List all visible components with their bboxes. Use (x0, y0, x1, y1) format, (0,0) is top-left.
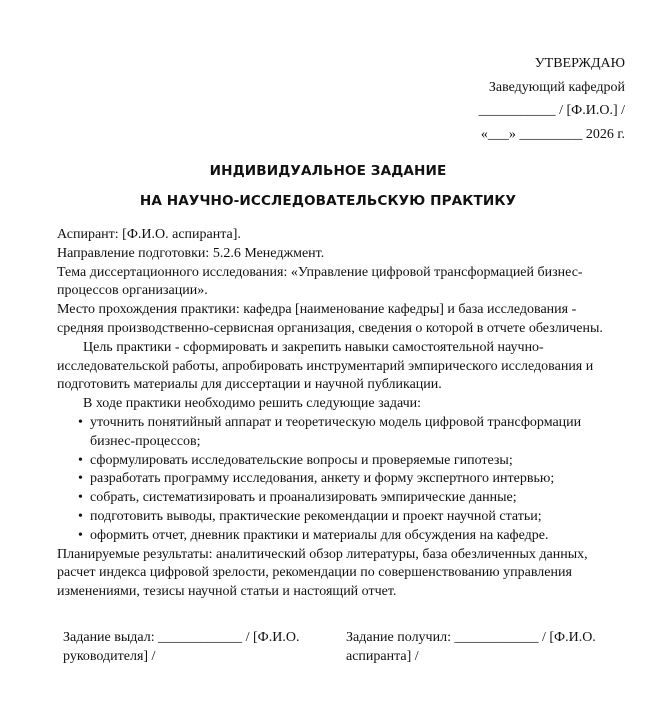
bullet-icon: • (78, 414, 83, 430)
place-paragraph: Место прохождения практики: кафедра [наименование кафедры] и база исследования - средняя производственно-сервисная организация, сведения о которой в отчете обезличены. (57, 302, 603, 336)
task-list (57, 414, 617, 546)
task-text: сформулировать исследовательские вопросы и проверяемые гипотезы; (90, 452, 513, 468)
approval-signature-line: ___________ / [Ф.И.О.] / (478, 103, 625, 119)
tasks-intro: В ходе практики необходимо решить следующие задачи: (83, 396, 422, 412)
task-text: собрать, систематизировать и проанализировать эмпирические данные; (90, 490, 517, 506)
results-paragraph: Планируемые результаты: аналитический обзор литературы, база обезличенных данных, расчет индекса цифровой зрелости, рекомендации по совершенствованию управления изменениями, тезисы научной статьи и настоящий отчет. (57, 546, 588, 600)
list-item (57, 414, 617, 452)
list-item (57, 508, 617, 527)
list-item (57, 489, 617, 508)
task-text: разработать программу исследования, анкету и форму экспертного интервью; (90, 471, 555, 487)
task-text: подготовить выводы, практические рекомендации и проект научной статьи; (90, 508, 542, 524)
student-line: Аспирант: [Ф.И.О. аспиранта]. (57, 227, 241, 242)
topic-paragraph: Тема диссертационного исследования: «Управление цифровой трансформацией бизнес-процессов организации». (57, 264, 583, 299)
bullet-icon: • (78, 490, 83, 506)
approval-block (479, 52, 625, 147)
issued-by-signature: Задание выдал: ____________ / [Ф.И.О. руководителя] / (63, 630, 300, 664)
direction-line: Направление подготовки: 5.2.6 Менеджмент. (57, 245, 325, 261)
bullet-icon: • (78, 452, 83, 468)
approve-label: УТВЕРЖДАЮ (534, 56, 625, 71)
received-by-signature: Задание получил: ____________ / [Ф.И.О. аспиранта] / (346, 630, 596, 664)
head-of-department: Заведующий кафедрой (488, 79, 625, 95)
bullet-icon: • (78, 527, 83, 543)
list-item (57, 527, 617, 546)
list-item (57, 452, 617, 471)
list-item (57, 470, 617, 489)
goal-paragraph: Цель практики - сформировать и закрепить навыки самостоятельной научно-исследовательской работы, апробировать инструментарий эмпирического исследования и подготовить материалы для диссертации и научной публикации. (57, 339, 594, 393)
document-body (57, 226, 617, 602)
task-text: оформить отчет, дневник практики и материалы для обсуждения на кафедре. (90, 527, 549, 543)
document-title-line-2: НА НАУЧНО-ИССЛЕДОВАТЕЛЬСКУЮ ПРАКТИКУ (139, 193, 517, 209)
bullet-icon: • (78, 508, 83, 524)
task-text: уточнить понятийный аппарат и теоретическую модель цифровой трансформации бизнес-процессов; (90, 414, 582, 449)
approval-date-line: «___» _________ 2026 г. (480, 127, 625, 143)
document-title-line-1: ИНДИВИДУАЛЬНОЕ ЗАДАНИЕ (209, 163, 447, 179)
bullet-icon: • (78, 471, 83, 487)
